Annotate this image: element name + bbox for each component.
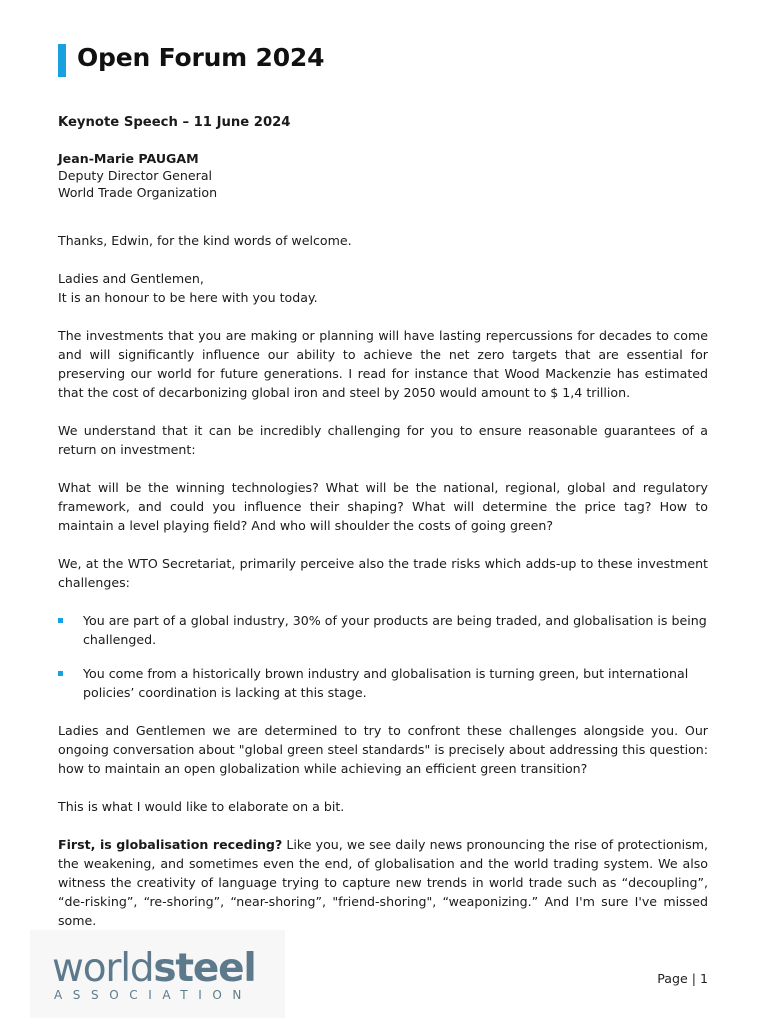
speech-subtitle: Keynote Speech – 11 June 2024 [58, 115, 291, 130]
list-item-text: You are part of a global industry, 30% of your products are being traded, and globalisation is being challenged. [83, 613, 707, 647]
paragraph: Thanks, Edwin, for the kind words of welcome. [58, 233, 352, 248]
paragraph: We, at the WTO Secretariat, primarily perceive also the trade risks which adds-up to these investment challenges: [58, 556, 708, 590]
logo-word-bold: steel [153, 946, 256, 991]
greeting: Ladies and Gentlemen, [58, 271, 204, 286]
logo-word-light: world [52, 946, 154, 991]
worldsteel-logo [30, 930, 285, 1018]
author-block [58, 150, 217, 201]
paragraph [58, 835, 708, 930]
paragraph: The investments that you are making or planning will have lasting repercussions for decades to come and will significantly influence our ability to achieve the net zero targets that are essential for preserving our world for future generations. I read for instance that Wood Mackenzie has estimated that the cost of decarbonizing global iron and steel by 2050 would amount to $ 1,4 trillion. [58, 328, 708, 400]
author-name: Jean-Marie PAUGAM [58, 151, 199, 166]
list-item [58, 611, 708, 649]
paragraph: We understand that it can be incredibly challenging for you to ensure reasonable guarantees of a return on investment: [58, 423, 708, 457]
paragraph-lead: First, is globalisation receding? [58, 837, 283, 852]
title-accent-bar [58, 44, 66, 77]
paragraph: This is what I would like to elaborate on a bit. [58, 799, 345, 814]
paragraph-text: Like you, we see daily news pronouncing the rise of protectionism, the weakening, and sometimes even the end, of globalisation and the world trading system. We also witness the creativity of language trying to capture new trends in world trade such as “decoupling”, “de-risking”, “re-shoring”, “near-shoring”, "friend-shoring", “weaponizing.” And I'm sure I've missed some. [58, 837, 708, 928]
list-item-text: You come from a historically brown industry and globalisation is turning green, but international policies’ coordination is lacking at this stage. [83, 666, 689, 700]
paragraph [58, 269, 708, 307]
speech-body [58, 231, 708, 930]
list-item [58, 664, 708, 702]
paragraph: Ladies and Gentlemen we are determined to try to confront these challenges alongside you. Our ongoing conversation about "global green steel standards" is precisely about addressing this question: how to maintain an open globalization while achieving an efficient green transition? [58, 723, 708, 776]
paragraph: What will be the winning technologies? What will be the national, regional, global and regulatory framework, and could you influence their shaping? What will determine the price tag? How to maintain a level playing field? And who will shoulder the costs of going green? [58, 480, 708, 533]
square-bullet-icon [58, 618, 63, 623]
square-bullet-icon [58, 671, 63, 676]
page-title: Open Forum 2024 [77, 43, 325, 72]
logo-subtitle: ASSOCIATION [54, 988, 252, 1002]
author-role: Deputy Director General [58, 168, 213, 183]
page-number: Page | 1 [657, 971, 708, 986]
greeting-line: It is an honour to be here with you today. [58, 290, 318, 305]
bullet-list [58, 611, 708, 702]
logo-wordmark [52, 948, 256, 990]
author-organization: World Trade Organization [58, 185, 218, 200]
